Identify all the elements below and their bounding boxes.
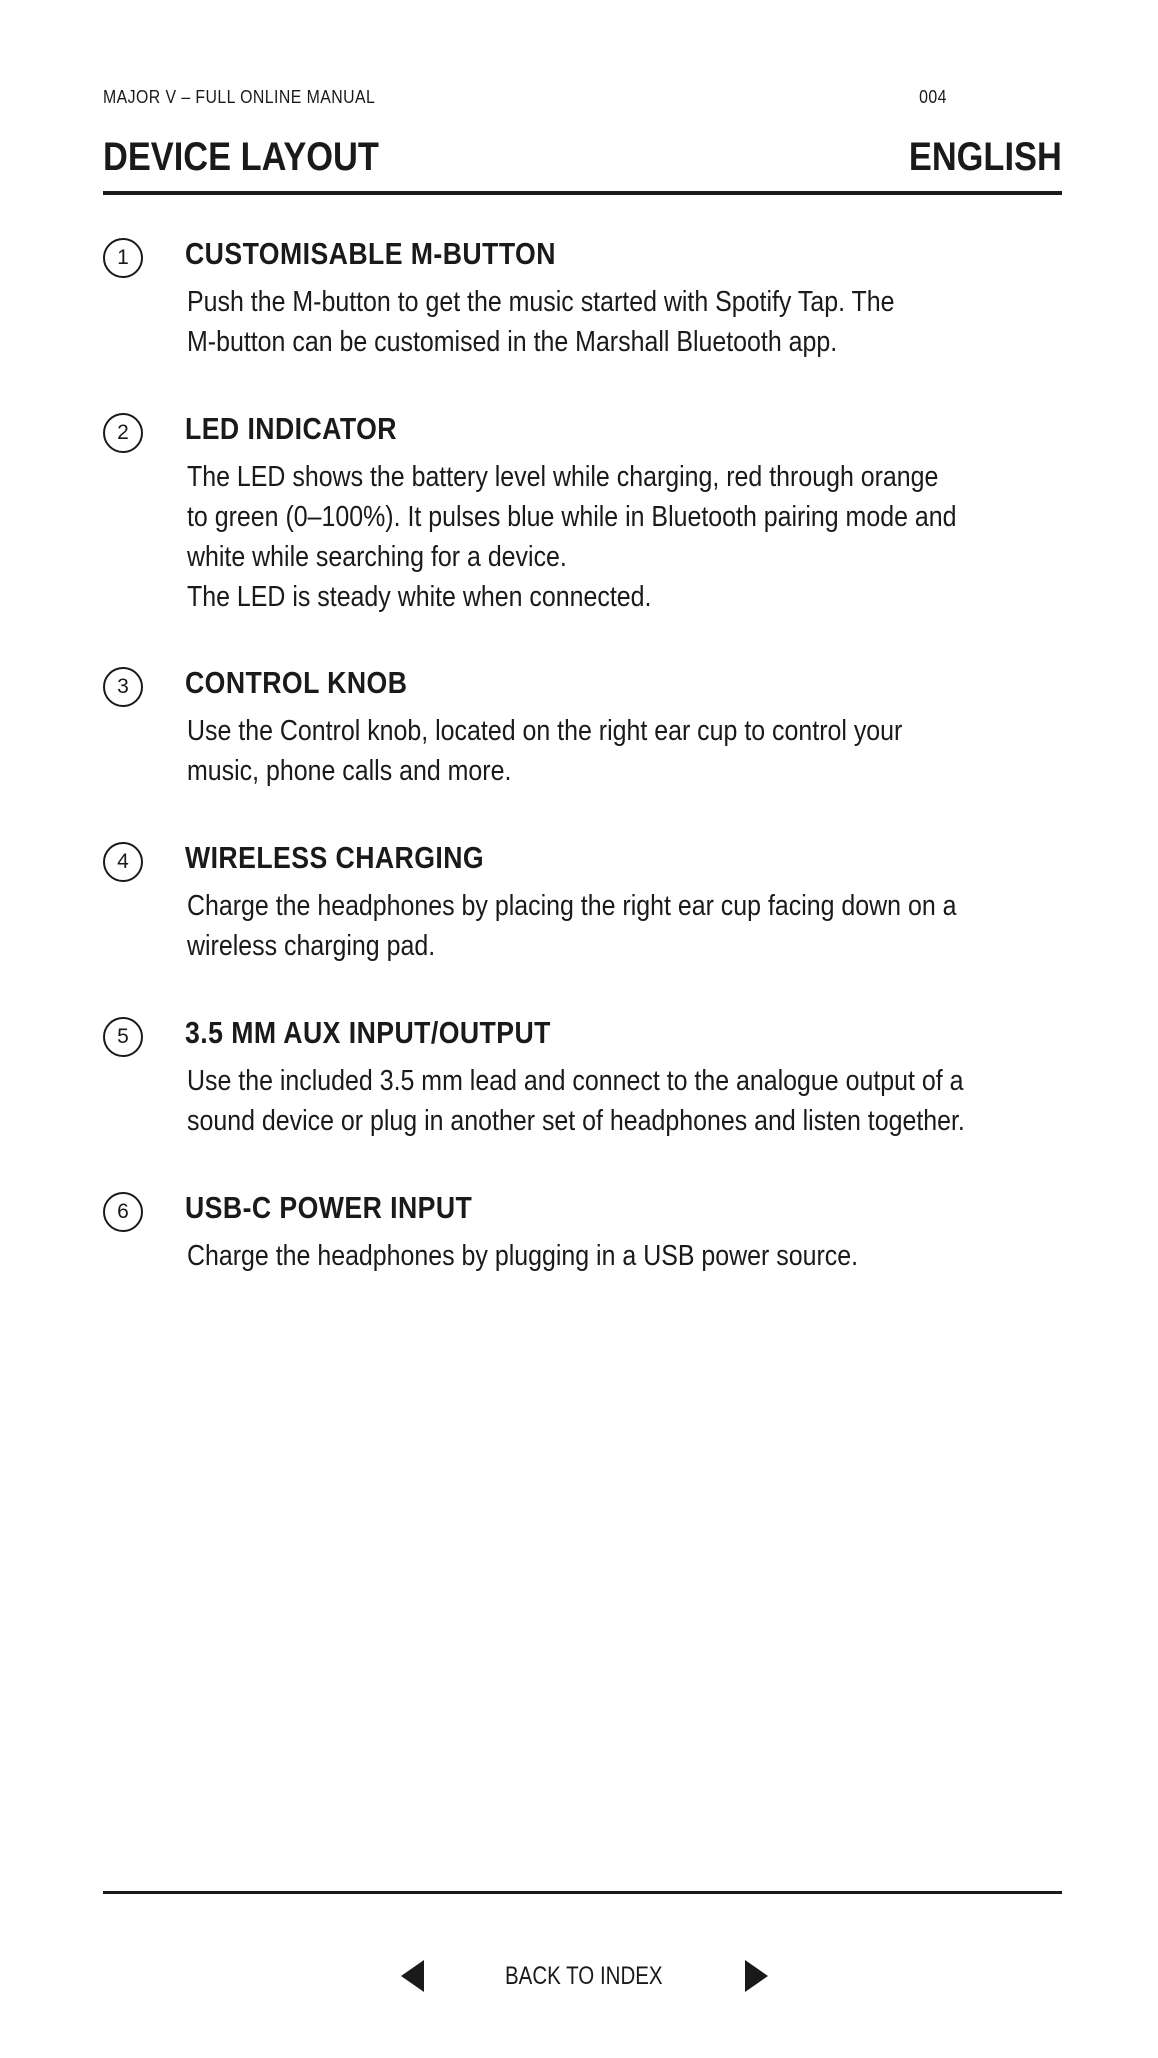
section-body <box>187 457 1047 617</box>
number-circle-icon <box>103 842 143 882</box>
triangle-left-icon[interactable] <box>401 1960 424 1992</box>
section-body <box>187 886 1047 966</box>
item-number: 5 <box>117 1025 129 1048</box>
body-line: Use the included 3.5 mm lead and connect to the analogue output of a <box>187 1065 964 1097</box>
body-line: Charge the headphones by plugging in a USB power source. <box>187 1240 859 1272</box>
section-heading: LED INDICATOR <box>185 411 397 446</box>
language-label: ENGLISH <box>909 134 1062 179</box>
triangle-right-icon[interactable] <box>745 1960 768 1992</box>
body-line: music, phone calls and more. <box>187 755 512 787</box>
section-body <box>187 1236 1047 1276</box>
number-circle-icon <box>103 667 143 707</box>
section-heading: CONTROL KNOB <box>185 665 408 700</box>
item-number: 4 <box>117 850 129 873</box>
footer-divider <box>103 1891 1062 1894</box>
manual-title: MAJOR V – FULL ONLINE MANUAL <box>103 86 376 107</box>
number-circle-icon <box>103 238 143 278</box>
body-line: to green (0–100%). It pulses blue while in Bluetooth pairing mode and <box>187 501 957 533</box>
body-line: The LED is steady white when connected. <box>187 581 652 613</box>
running-header <box>103 86 947 108</box>
section-body <box>187 1061 1047 1141</box>
item-number: 6 <box>117 1200 129 1223</box>
item-number: 3 <box>117 675 129 698</box>
item-number: 2 <box>117 421 129 444</box>
page-number: 004 <box>919 86 947 107</box>
number-circle-icon <box>103 413 143 453</box>
number-circle-icon <box>103 1017 143 1057</box>
section-heading: WIRELESS CHARGING <box>185 840 485 875</box>
body-line: Push the M-button to get the music started with Spotify Tap. The <box>187 286 895 318</box>
header-divider <box>103 191 1062 195</box>
section-heading: 3.5 MM AUX INPUT/OUTPUT <box>185 1015 551 1050</box>
body-line: Use the Control knob, located on the right ear cup to control your <box>187 715 903 747</box>
body-line: wireless charging pad. <box>187 930 436 962</box>
body-line: white while searching for a device. <box>187 541 567 573</box>
section-body <box>187 282 1047 362</box>
back-to-index-link[interactable]: BACK TO INDEX <box>505 1962 663 1990</box>
body-line: sound device or plug in another set of headphones and listen together. <box>187 1105 965 1137</box>
title-row <box>103 132 1062 182</box>
footer-navigation <box>0 1950 1158 2000</box>
item-number: 1 <box>117 246 129 269</box>
section-heading: CUSTOMISABLE M-BUTTON <box>185 236 556 271</box>
section-heading: USB-C POWER INPUT <box>185 1190 473 1225</box>
number-circle-icon <box>103 1192 143 1232</box>
body-line: Charge the headphones by placing the right ear cup facing down on a <box>187 890 957 922</box>
section-body <box>187 711 1047 791</box>
body-line: M-button can be customised in the Marshall Bluetooth app. <box>187 326 838 358</box>
page-title: DEVICE LAYOUT <box>103 134 379 179</box>
body-line: The LED shows the battery level while charging, red through orange <box>187 461 939 493</box>
